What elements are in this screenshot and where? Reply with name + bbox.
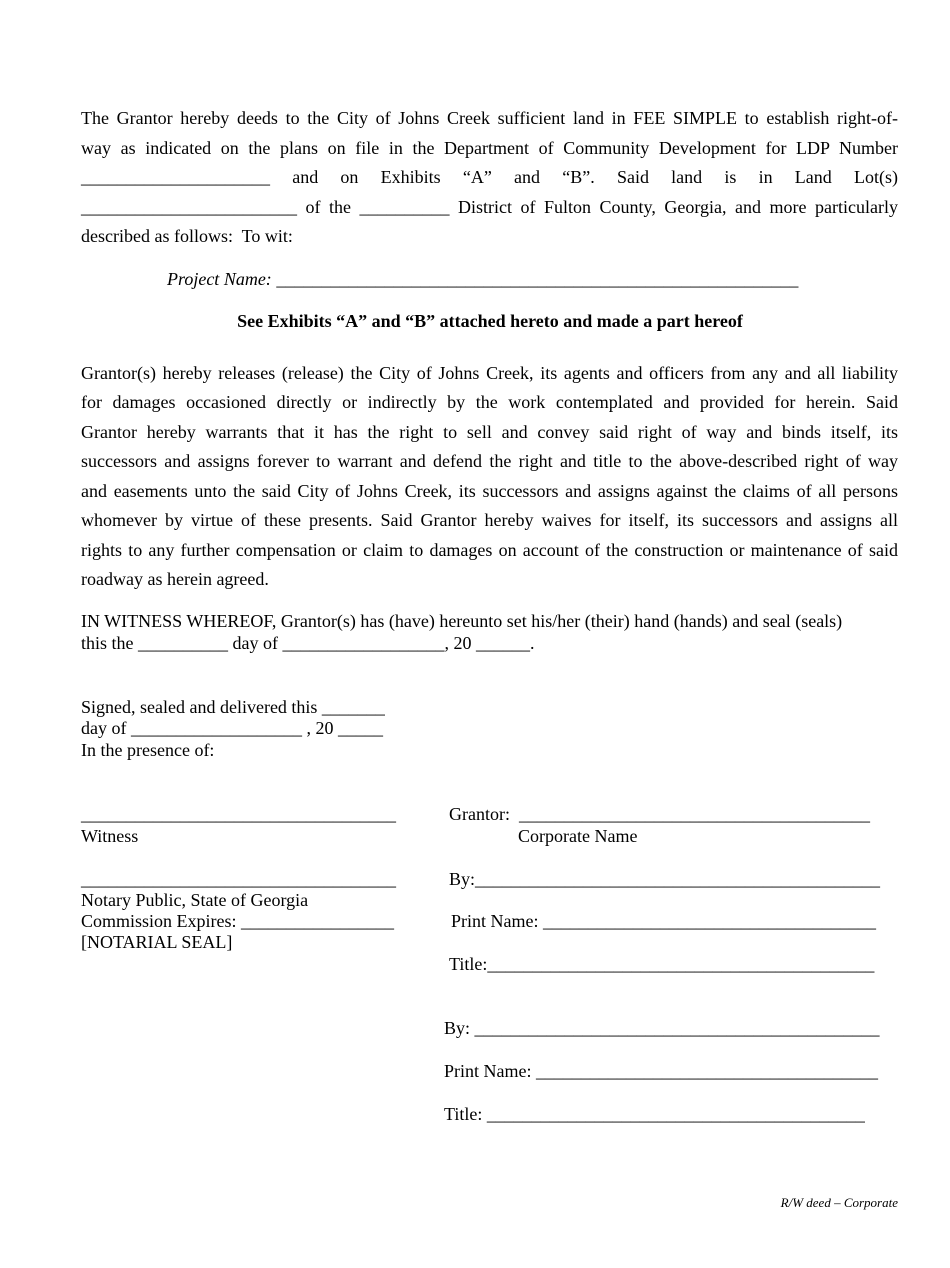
print-name-line-1: Print Name: _____________________________________: [451, 911, 876, 931]
title-line-2: Title: __________________________________________: [444, 1104, 865, 1124]
project-name-label: Project Name:: [167, 269, 272, 289]
title-line-1: Title:___________________________________________: [449, 954, 875, 974]
signed-sealed-line-2: day of ___________________ , 20 _____: [81, 718, 383, 738]
print-name-line-2: Print Name: ______________________________________: [444, 1061, 878, 1081]
notarial-seal: [NOTARIAL SEAL]: [81, 932, 233, 952]
paragraph2-line-3: Grantor hereby warrants that it has the right to sell and convey said right of way and binds itself, its: [81, 422, 898, 442]
paragraph2-line-2: for damages occasioned directly or indirectly by the work contemplated and provided for herein. Said: [81, 392, 898, 412]
paragraph2-line-4: successors and assigns forever to warrant and defend the right and title to the above-described right of way: [81, 451, 898, 471]
paragraph1-line-4: ________________________ of the __________ District of Fulton County, Georgia, and more particularly: [81, 197, 898, 217]
project-name-row: [167, 268, 798, 290]
signed-sealed-line-1: Signed, sealed and delivered this _______: [81, 697, 385, 717]
witness-signature-line: ___________________________________: [81, 804, 396, 824]
witness-whereof-line-1: IN WITNESS WHEREOF, Grantor(s) has (have) hereunto set his/her (their) hand (hands) and seal (seals): [81, 611, 843, 631]
witness-label: Witness: [81, 826, 139, 846]
footer-label: R/W deed – Corporate: [780, 1195, 898, 1210]
paragraph2-line-6: whomever by virtue of these presents. Said Grantor hereby waives for itself, its successors and assigns all: [81, 510, 898, 530]
paragraph2-line-8: roadway as herein agreed.: [81, 569, 269, 589]
witness-whereof-line-2: this the __________ day of __________________, 20 ______.: [81, 633, 535, 653]
paragraph1-line-5: described as follows: To wit:: [81, 226, 293, 246]
grantor-line: Grantor: _______________________________________: [449, 804, 870, 824]
notary-title: Notary Public, State of Georgia: [81, 890, 309, 910]
signed-sealed-line-3: In the presence of:: [81, 740, 215, 760]
by-line-2: By: _____________________________________________: [444, 1018, 880, 1038]
project-name-blank: __________________________________________________________: [276, 269, 799, 289]
paragraph2-line-7: rights to any further compensation or claim to damages on account of the construction or maintenance of said: [81, 540, 898, 560]
notary-signature-line: ___________________________________: [81, 869, 396, 889]
exhibits-heading: See Exhibits “A” and “B” attached hereto and made a part hereof: [237, 311, 743, 331]
paragraph2-line-1: Grantor(s) hereby releases (release) the City of Johns Creek, its agents and officers from any and all liability: [81, 363, 898, 383]
paragraph2-line-5: and easements unto the said City of Johns Creek, its successors and assigns against the claims of all persons: [81, 481, 898, 501]
by-line-1: By:_____________________________________________: [449, 869, 881, 889]
paragraph1-line-2: way as indicated on the plans on file in the Department of Community Development for LDP Number: [81, 138, 898, 158]
corporate-name-label: Corporate Name: [518, 826, 638, 846]
paragraph1-line-1: The Grantor hereby deeds to the City of Johns Creek sufficient land in FEE SIMPLE to establish right-of-: [81, 108, 898, 128]
paragraph1-line-3: _____________________ and on Exhibits “A” and “B”. Said land is in Land Lot(s): [81, 167, 898, 187]
notary-commission-expires: Commission Expires: _________________: [81, 911, 395, 931]
